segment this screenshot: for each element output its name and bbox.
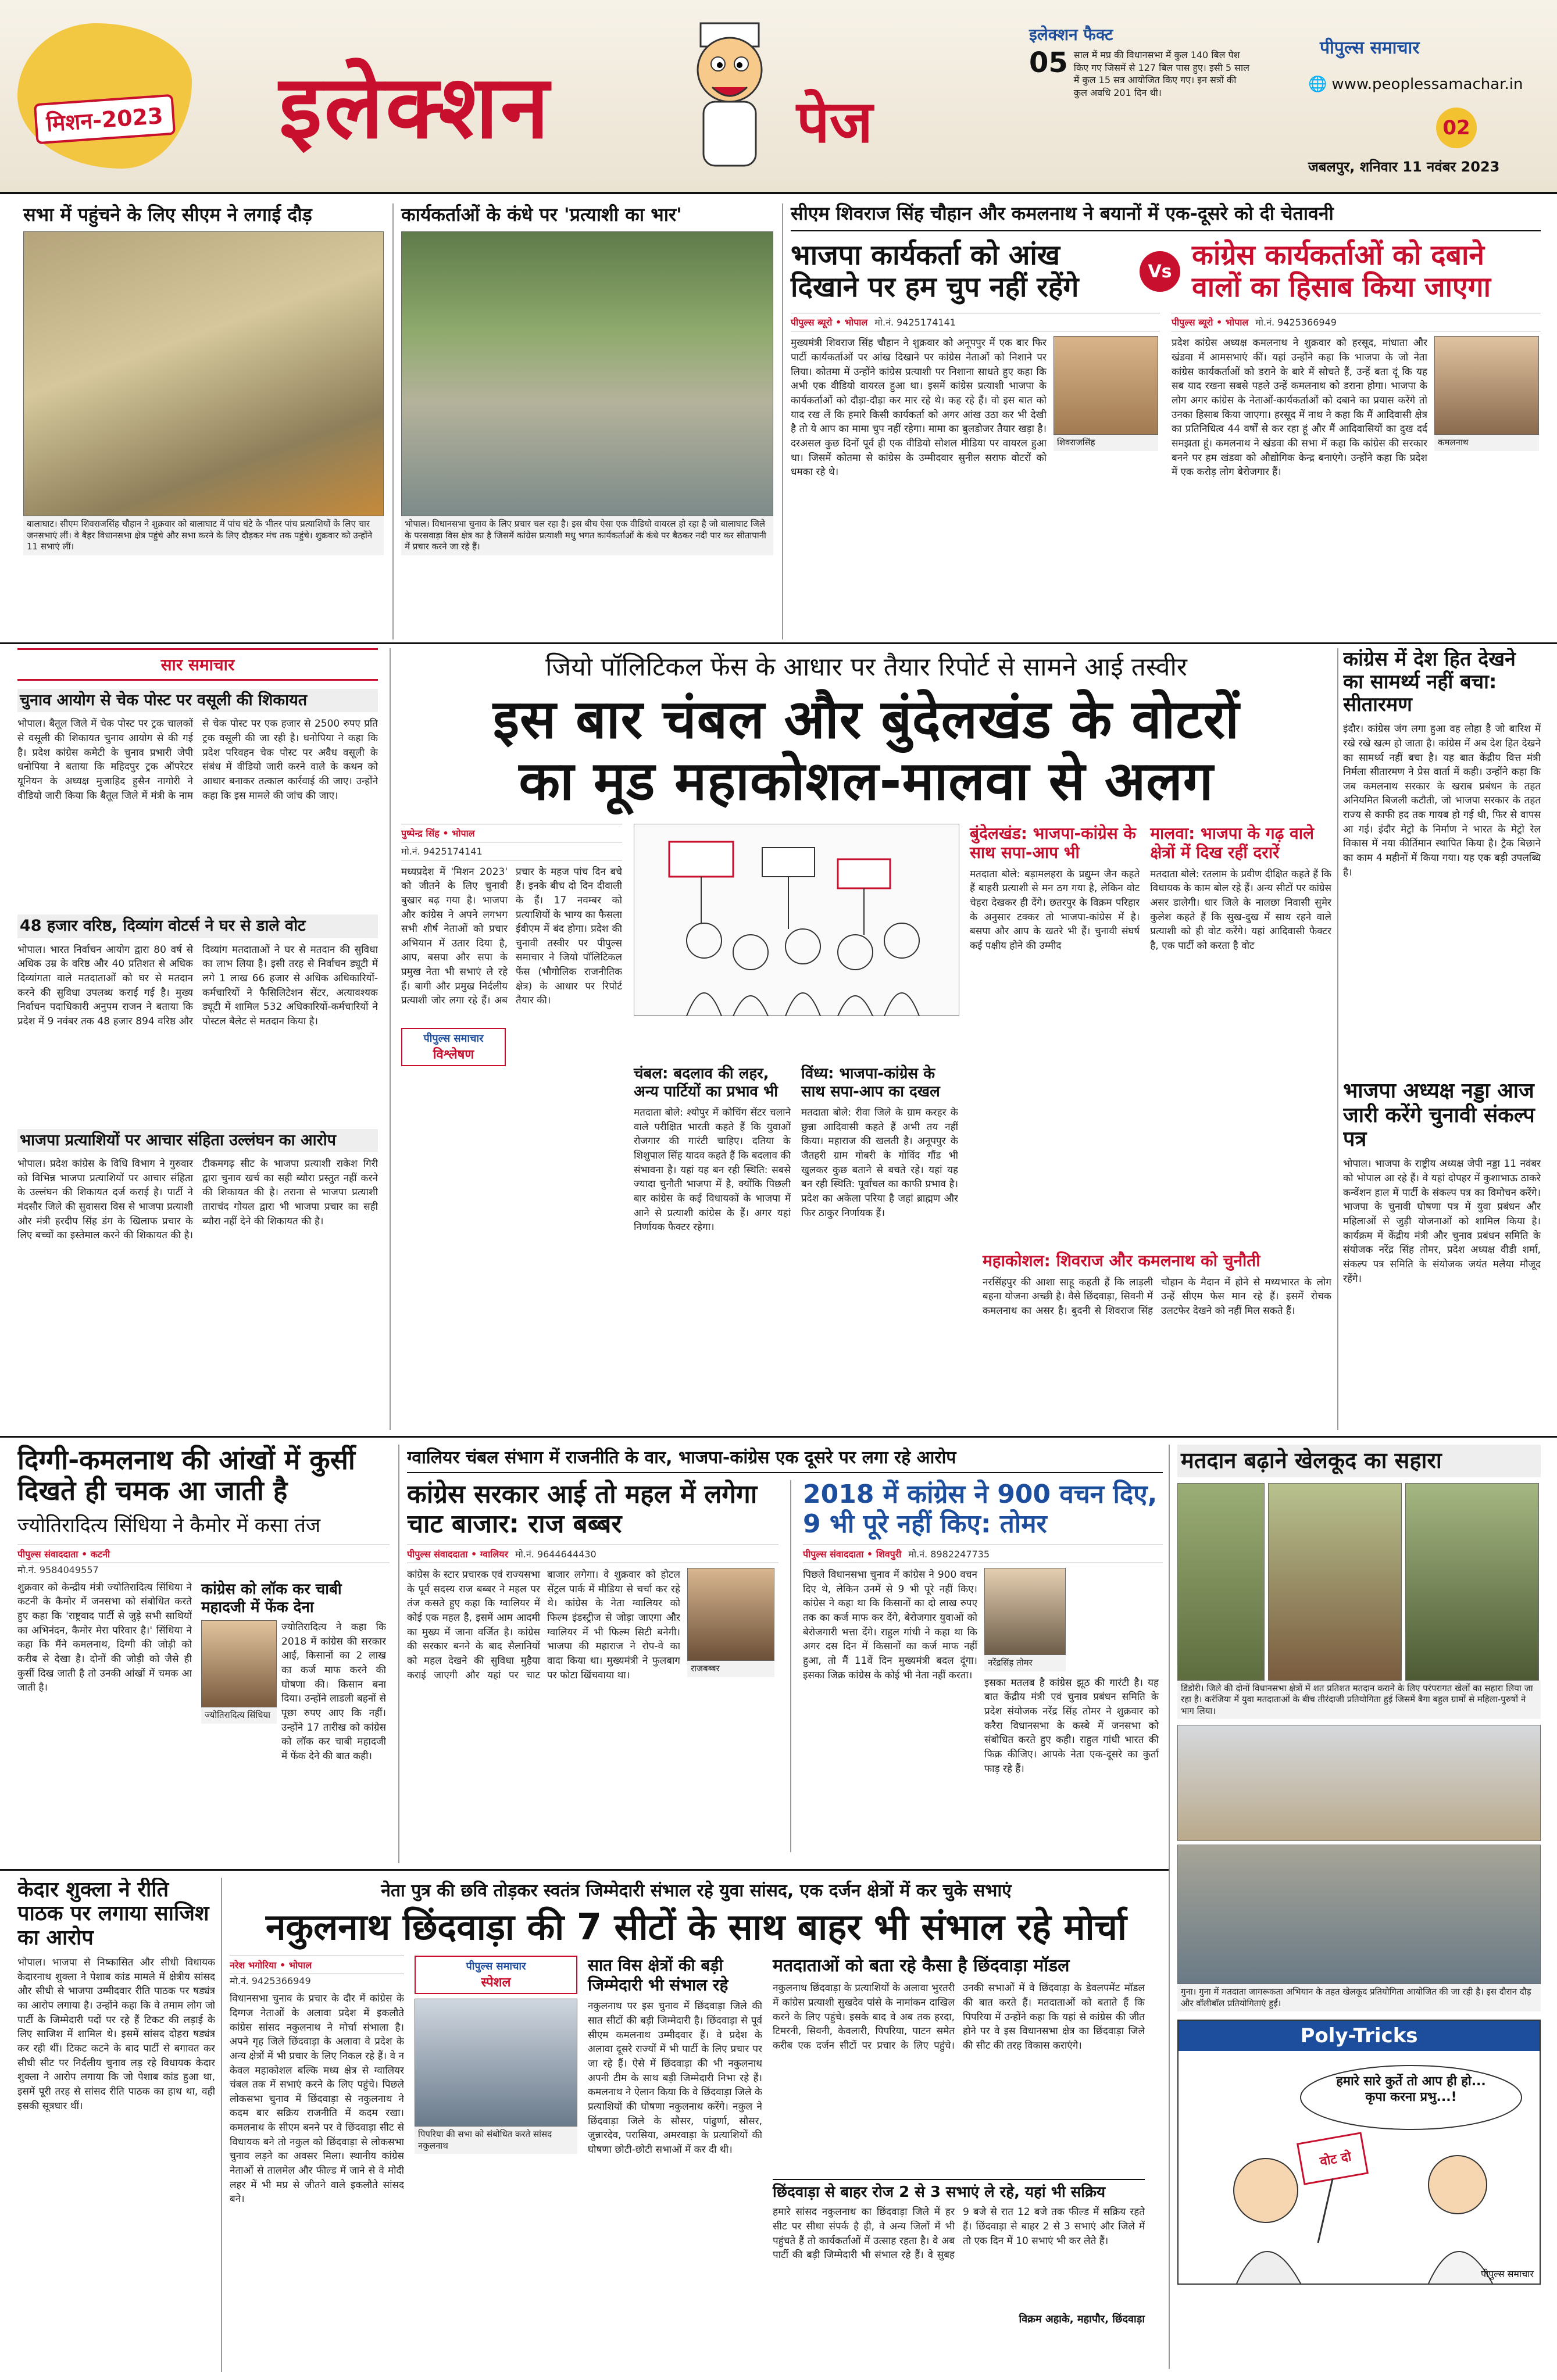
- photo-kamalnath-label: कमलनाथ: [1434, 435, 1539, 451]
- nakulnath-headline: नकुलनाथ छिंदवाड़ा की 7 सीटों के साथ बाहर भी संभाल रहे मोर्चा: [266, 1906, 1127, 1948]
- box2-headline: मतदाताओं को बता रहे कैसा है छिंदवाड़ा मॉडल: [773, 1956, 1070, 1977]
- vs-right-headline: कांग्रेस कार्यकर्ताओं को दबाने वालों का हिसाब किया जाएगा: [1192, 239, 1491, 304]
- tomar-text-2: इसका मतलब है कांग्रेस झूठ की गारंटी है। यह बात केंद्रीय मंत्री एवं चुनाव प्रबंधन समिति के प्रदेश संयोजक नरेंद्र सिंह तोमर ने शुक्रवार को करैरा विधानसभा के कस्बे में जनसभा को संबोधित करते हुए कही। राहुल गांधी भारत की फिक्र कीजिए। आपके नेता एक-दूसरे का कुर्ता फाड़ रहे हैं।: [984, 1677, 1159, 1775]
- right-column: [1343, 648, 1541, 1430]
- mascot-icon: [680, 17, 779, 169]
- photo-archery-3: [1405, 1483, 1539, 1681]
- chambal-title: चंबल: बदलाव की लहर, अन्य पार्टियों का प्रभाव भी: [634, 1064, 778, 1100]
- gwalior-story: [407, 1445, 1163, 1863]
- photo-story-1-heading: सभा में पहुंचने के लिए सीएम ने लगाई दौड़: [23, 203, 312, 226]
- nakulnath-col1: विधानसभा चुनाव के प्रचार के दौर में कांग्रेस के दिग्गज नेताओं के अलावा प्रदेश में इकलौते कांग्रेस सांसद नकुलनाथ ने मोर्चा संभाला है। अपने गृह जिले छिंदवाड़ा के अलावा वे प्रदेश के अन्य क्षेत्रों में भी प्रचार के लिए निकल रहे हैं। वे न केवल महाकोशल बल्कि मध्य क्षेत्र से ग्वालियर चंबल तक में सभाएं करने के लिए पहुंचे। पिछले लोकसभा चुनाव में छिंदवाड़ा से नकुलनाथ ने कदम बार सक्रिय राजनीति में कदम रखा। कमलनाथ के सीएम बनने पर वे छिंदवाड़ा सीट से विधायक बने तो नकुल को छिंदवाड़ा से लोकसभा चुनाव लड़ने का अवसर मिला। स्थानीय कांग्रेस नेताओं से तालमेल और फील्ड में जाने से वे मोदी लहर में भी मप्र से जीतने वाले इकलौते सांसद बने।: [230, 1993, 404, 2206]
- dateline: जबलपुर, शनिवार 11 नवंबर 2023: [1308, 159, 1500, 175]
- gwalior-banner: ग्वालियर चंबल संभाग में राजनीति के वार, भाजपा-कांग्रेस एक दूसरे पर लगा रहे आरोप: [407, 1445, 1163, 1473]
- lead-headline-2: का मूड महाकोशल-मालवा से अलग: [519, 749, 1214, 812]
- vindhya-text: मतदाता बोले: रीवा जिले के ग्राम करहर के छुन्ना आदिवासी कहते हैं अभी तय नहीं किया। महाराज की खलती है। अनूपपुर के जैतहरी ग्राम गोबरी के गोविंद गौंड भी खुलकर कुछ बताने से बचते रहे। यहां यह बन रही स्थिति: पूर्वांचल का काफी प्रभाव है। प्रदेश का अकेला परिया है जहां ब्राह्मण और फिर ठाकुर निर्णायक हैं।: [801, 1107, 958, 1219]
- vs-left-byline: पीपुल्स ब्यूरो • भोपाल मो.नं. 9425174141: [791, 313, 1160, 331]
- scindia-sub-text: ज्योतिरादित्य ने कहा कि 2018 में कांग्रेस की सरकार आई, किसानों का 2 लाख का कर्ज माफ करने की घोषणा की। किसान बना दिया। उन्होंने लाडली बहनों से पूछा रुपए आए कि नहीं। उन्होंने 17 तारीख को कांग्रेस को लॉक कर चाबी महादजी में फेंक देने की बात कही।: [281, 1621, 386, 1762]
- lead-story: [401, 648, 1331, 1430]
- vs-banner: सीएम शिवराज सिंह चौहान और कमलनाथ ने बयानों में एक-दूसरे को दी चेतावनी: [791, 201, 1541, 231]
- sitharaman-text: इंदौर। कांग्रेस जंग लगा हुआ वह लोहा है जो बारिश में रखे रखे खत्म हो जाता है। कांग्रेस में अब देश हित देखने का सामर्थ्य नहीं बचा है। यह बात केंद्रीय वित्त मंत्री निर्मला सीतारमण ने प्रेस वार्ता में कही। उन्होंने कहा कि जब कमलनाथ सरकार के खराब प्रबंधन के तहत अनियमित बिजली कटौती, जो भाजपा सरकार के तहत राज्य से काफी हद तक गायब हो गई थी, फिर से वापस आ गई। इंदौर मेट्रो के निर्माण ने भारत के मेट्रो रेल विकास में नया कीर्तिमान स्थापित किया है। ट्रैक बिछाने का काम 4 महीनों में किया गया। यह एक बड़ी उपलब्धि है।: [1343, 723, 1541, 878]
- photo-archery-1: [1177, 1483, 1265, 1681]
- lead-kicker: जियो पॉलिटिकल फेंस के आधार पर तैयार रिपोर्ट से सामने आई तस्वीर: [545, 652, 1187, 682]
- election-fact-box: [1029, 23, 1250, 99]
- nakulnath-story: [230, 1878, 1163, 2372]
- box1-text: नकुलनाथ पर इस चुनाव में छिंदवाड़ा जिले की सात सीटों की बड़ी जिम्मेदारी है। छिंदवाड़ा से पूर्व सीएम कमलनाथ उम्मीदवार हैं। वे प्रदेश के अलावा दूसरे राज्यों में भी पार्टी के लिए प्रचार पर जा रहे हैं। ऐसे में छिंदवाड़ा की भी नकुलनाथ अपनी टीम के साथ बड़ी जिम्मेदारी निभा रहे हैं। कमलनाथ ने ऐलान किया कि वे छिंदवाड़ा जिले के प्रत्याशियों की घोषणा नकुलनाथ करेंगे। नकुल ने छिंदवाड़ा जिले के सौसर, पांढुर्णा, सौसर, जुन्नारदेव, परासिया, अमरवाड़ा के प्रत्याशियों की घोषणा छोटी-छोटी सभाओं में कर दी थी।: [588, 2000, 762, 2156]
- cartoon-sign: वोट दो: [1319, 2149, 1353, 2170]
- vindhya-title: विंध्य: भाजपा-कांग्रेस के साथ सपा-आप का दखल: [801, 1064, 940, 1100]
- analysis-tag: पीपुल्स समाचार विश्लेषण: [401, 1028, 506, 1066]
- cartoon-polytricks: [1179, 2051, 1540, 2283]
- raj-babbar-text: कांग्रेस के स्टार प्रचारक एवं राज्यसभा के पूर्व सदस्य राज बब्बर ने महल पर तंज कसते हुए कहा कि ग्वालियर में कोई एक महल है, इसमें आम आदमी का मुख्य में जाना वर्जित है। कांग्रेस की सरकार बनने के बाद सैलानियों को महल देखने की सुविधा मुहैया कराई जाएगी और यहां पर चाट बाजार लगेगा। वे शुक्रवार को होटल सेंट्रल पार्क में मीडिया से चर्चा कर रहे थे। कांग्रेस के नेता ग्वालियर को फिल्म इंडस्ट्रीज से जोड़ा जाएगा और ग्वालियर में भी फिल्म सिटी बनेगी। भाजपा की महाराज ने रोप-वे का वादा किया था। मुख्यमंत्री ने फुलबाग पर फोटा खिंचवाया था।: [407, 1569, 680, 1681]
- vs-left-headline: भाजपा कार्यकर्ता को आंख दिखाने पर हम चुप नहीं रहेंगे: [791, 239, 1079, 304]
- nakulnath-byline: नरेश भगोरिया • भोपाल: [230, 1956, 404, 1974]
- photo-cm-running: [23, 231, 384, 516]
- website-text[interactable]: 🌐 www.peoplessamachar.in: [1308, 76, 1523, 93]
- photo-shivraj: [1054, 336, 1158, 435]
- nakulnath-photo-caption: पिपरिया की सभा को संबोधित करते सांसद नकुलनाथ: [415, 2127, 577, 2154]
- scindia-story: [17, 1445, 390, 1863]
- photo-tomar-label: नरेंद्रसिंह तोमर: [984, 1655, 1066, 1671]
- globe-icon: 🌐: [1308, 76, 1327, 93]
- cartoon-speech: हमारे सारे कुर्ते तो आप ही हो... कृपा करना प्रभु...!: [1336, 2074, 1486, 2104]
- brief-2-text: भोपाल। भारत निर्वाचन आयोग द्वारा 80 वर्ष से अधिक उम्र के वरिष्ठ और 40 प्रतिशत से अधिक दिव्यांगता वाले मतदाताओं को घर से मतदान करने की सुविधा उपलब्ध कराई गई है। मुख्य निर्वाचन पदाधिकारी अनुपम राजन ने बताया कि प्रदेश में 9 नवंबर तक 48 हजार 894 वरिष्ठ और दिव्यांग मतदाताओं ने घर से मतदान की सुविधा का लाभ लिया है। इसी तरह से निर्वाचन ड्यूटी में लगे 1 लाख 66 हजार से अधिक अधिकारियों-कर्मचारियों ने फैसिलिटेशन सेंटर, अत्यावश्यक ड्यूटी में शामिल 532 अधिकारियों-कर्मचारियों ने पोस्टल बैलेट से मतदान किया है।: [17, 944, 378, 1027]
- sar-samachar-label: सार समाचार: [17, 648, 378, 681]
- scindia-mobile: मो.नं. 9584049557: [17, 1564, 99, 1575]
- fact-number: 05: [1029, 47, 1068, 79]
- tomar-byline: पीपुल्स संवाददाता • शिवपुरी मो.नं. 8982247735: [803, 1545, 1163, 1563]
- tomar-headline: 2018 में कांग्रेस ने 900 वचन दिए, 9 भी पूरे नहीं किए: तोमर: [802, 1480, 1158, 1539]
- masthead-title: इलेक्शन: [279, 57, 552, 158]
- cartoon-vote-illustration: [634, 824, 959, 1016]
- lead-intro: मध्यप्रदेश में 'मिशन 2023' को जीतने के लिए चुनावी बुखार बढ़ गया है। भाजपा और कांग्रेस ने अपने लगभग सभी शीर्ष नेताओं को प्रचार अभियान में उतार दिया है, आप, बसपा और सपा के प्रमुख नेता भी सभाएं ले रहे हैं। बागी और प्रमुख निर्दलीय प्रत्याशी जोर लगा रहे हैं। अब प्रचार के महज पांच दिन बचे हैं। इनके बीच दो दिन दीवाली के हैं। 17 नवम्बर को प्रत्याशियों के भाग्य का फैसला ईवीएम में बंद होगा। प्रदेश की चुनावी तस्वीर पर पीपुल्स समाचार ने जियो पॉलिटिकल फेंस (भौगोलिक राजनीतिक क्षेत्र) के आधार पर रिपोर्ट तैयार की।: [401, 866, 622, 1007]
- photo-story-1: [23, 203, 384, 555]
- masthead-title-part2: पेज: [797, 88, 873, 156]
- vs-right-text: प्रदेश कांग्रेस अध्यक्ष कमलनाथ ने शुक्रवार को हरसूद, मांधाता और खंडवा में आमसभाएं कीं। यहां उन्होंने कहा कि भाजपा के जो नेता कांग्रेस कार्यकर्ताओं को डराने के बारे में सोचते हैं, उन्हें बता दूं कि यह सब याद रखना सबसे पहले उन्हें कमलनाथ को डराना होगा। भाजपा के लोग अगर कांग्रेस के नेताओं-कार्यकर्ताओं को दबाने का प्रयास करेंगे तो उनका हिसाब किया जाएगा। हरसूद में नाथ ने कहा कि मैं आदिवासी क्षेत्र का प्रतिनिधित्व 44 वर्षों से कर रहा हूं और मैं आदिवासियों का दुख दर्द समझता हूं। कमलनाथ ने खंडवा की सभा में कहा कि कांग्रेस की सरकार बनने पर हम खंडवा को औद्योगिक केन्द्र बनाएंगे। उन्होंने कहा कि प्रदेश में एक करोड़ लोग बेरोजगार हैं।: [1172, 337, 1427, 478]
- fact-text: साल में मप्र की विधानसभा में कुल 140 बिल पेश किए गए जिसमें से 127 बिल पास हुए। इसी 5 साल में कुल 15 सत्र आयोजित किए गए। इन सत्रों की कुल अवधि 201 दिन थी।: [1073, 49, 1249, 98]
- tomar-text: पिछले विधानसभा चुनाव में कांग्रेस ने 900 वचन दिए थे, लेकिन उनमें से 9 भी पूरे नहीं किए। कांग्रेस ने कहा था कि किसानों का दो लाख रुपए तक का कर्ज माफ कर देंगे, बेरोजगार युवाओं को बेरोजगारी भत्ता देंगे। राहुल गांधी ने कहा था कि अगर दस दिन में किसानों का कर्ज माफ नहीं हुआ, तो मैं 11वें दिन मुख्यमंत्री बदल दूंगा। इसका जिक्र कांग्रेस के कोई भी नेता नहीं करता।: [802, 1569, 977, 1681]
- photo-raj-babbar-label: राजबब्बर: [687, 1661, 774, 1677]
- sports-caption-2: गुना। गुना में मतदाता जागरूकता अभियान के तहत खेलकूद प्रतियोगिता आयोजित की जा रही है। इस दौरान दौड़ और वॉलीबॉल प्रतियोगिताएं हुईं।: [1177, 1984, 1541, 2011]
- scindia-byline: पीपुल्स संवाददाता • कटनी: [17, 1545, 390, 1563]
- raj-babbar-headline: कांग्रेस सरकार आई तो महल में लगेगा चाट बाजार: राज बब्बर: [407, 1480, 758, 1539]
- photo-scindia: [201, 1620, 277, 1707]
- brief-1-text: भोपाल। बैतूल जिले में चेक पोस्ट पर ट्रक चालकों से वसूली की शिकायत चुनाव आयोग से की गई है। प्रदेश कांग्रेस कमेटी के चुनाव प्रभारी जेपी धनोपिया ने बताया कि महिदपुर ट्रक ऑपरेटर यूनियन के अध्यक्ष मुजाहिद हुसैन नागोरी ने वीडियो जारी किया कि बैतूल जिले में मंत्री के नाम से चेक पोस्ट पर एक हजार से 2500 रुपए प्रति ट्रक वसूली की जा रही है। धनोपिया ने कहा कि प्रदेश परिवहन चेक पोस्ट पर अवैध वसूली के संबंध में वीडियो जारी करने वाले के कथन को आधार बनाकर तत्काल कार्रवाई की जाए। उन्होंने कहा कि इस मामले की जांच की जाए।: [17, 718, 378, 802]
- brief-2-headline: 48 हजार वरिष्ठ, दिव्यांग वोटर्स ने घर से डाले वोट: [17, 914, 378, 938]
- mahakoshal-title: महाकोशल: शिवराज और कमलनाथ को चुनौती: [983, 1251, 1260, 1271]
- fact-heading: इलेक्शन फैक्ट: [1029, 25, 1113, 44]
- photo-candidate-carried: [401, 231, 773, 516]
- brief-3-text: भोपाल। प्रदेश कांग्रेस के विधि विभाग ने गुरुवार को विभिन्न भाजपा प्रत्याशियों पर आचार संहिता के उल्लंघन की शिकायत दर्ज कराई है। पार्टी ने मंदसौर जिले की सुवासरा विस से भाजपा प्रत्याशी और मंत्री हरदीप सिंह डंग के खिलाफ प्रचार के लिए बच्चों का इस्तेमाल करने की शिकायत की है। टीकमगढ़ सीट के भाजपा प्रत्याशी राकेश गिरी द्वारा चुनाव खर्च का सही ब्यौरा प्रस्तुत नहीं करने की शिकायत की है। तराना से भाजपा प्रत्याशी ताराचंद गोयल द्वारा भी भाजपा प्रचार का सही ब्यौरा नहीं देने की शिकायत की है।: [17, 1158, 378, 1242]
- mission-badge: मिशन-2023: [34, 94, 176, 145]
- raj-babbar-byline: पीपुल्स संवाददाता • ग्वालियर मो.नं. 9644644430: [407, 1545, 779, 1563]
- bundelkhand-text: मतदाता बोले: बड़ामलहरा के प्रद्युम्न जैन कहते हैं बाहरी प्रत्याशी से मन ठग गया है, लेकिन वोट चेहरा देखकर ही देंगे। छतरपुर के विक्रम परिहार के अनुसार टक्कर तो भाजपा-कांग्रेस में है। बसपा और आप के खतरे भी हैं। चुनावी संघर्ष कई पक्षीय होने की उम्मीद: [970, 868, 1140, 952]
- vs-left-text: मुख्यमंत्री शिवराज सिंह चौहान ने शुक्रवार को अनूपपुर में एक बार फिर पार्टी कार्यकर्ताओं पर आंख दिखाने पर कांग्रेस नेताओं को निशाने पर लिया। कोतमा में उन्होंने कांग्रेस प्रत्याशी पर निशाना साधते हुए कहा कि अभी एक वीडियो वायरल हुआ था। इसमें कांग्रेस प्रत्याशी भाजपा के कार्यकर्ताओं को दौड़ा-दौड़ा कर मार रहे थे। कह रहे हैं। वो इस बात को याद रख लें कि हमारे किसी कार्यकर्ता को अगर आंख उठा कर भी देखी है तो ये आप का मामा चुप नहीं रहेगा। मामा का बुलडोजर तैयार खड़ा है। दरअसल कुछ दिनों पूर्व ही एक वीडियो सोशल मीडिया पर वायरल हुआ था। जिसमें कोतमा से कांग्रेस के उम्मीदवार सुनील सराफ वोटरों को धमका रहे थे।: [791, 337, 1047, 478]
- photo-archery-2: [1268, 1483, 1402, 1681]
- photo-sports-ground: [1177, 1725, 1541, 1841]
- nakulnath-mobile: मो.नं. 9425366949: [230, 1975, 311, 1987]
- quote-credit: विक्रम अहाके, महापौर, छिंदवाड़ा: [1019, 2313, 1145, 2326]
- sitharaman-headline: कांग्रेस में देश हित देखने का सामर्थ्य नहीं बचा: सीतारमण: [1343, 648, 1516, 717]
- brief-3-headline: भाजपा प्रत्याशियों पर आचार संहिता उल्लंघन का आरोप: [17, 1129, 378, 1152]
- poly-tricks-title: Poly-Tricks: [1179, 2021, 1540, 2051]
- photo-tomar: [984, 1568, 1066, 1655]
- sports-headline: मतदान बढ़ाने खेलकूद का सहारा: [1177, 1445, 1541, 1477]
- vs-right-byline: पीपुल्स ब्यूरो • भोपाल मो.नं. 9425366949: [1172, 313, 1541, 331]
- box3-text: हमारे सांसद नकुलनाथ का छिंदवाड़ा जिले में हर सीट पर सीधा संपर्क है ही, वे अन्य जिलों में भी पहुंचते हैं तो कार्यकर्ताओं में उत्साह रहता है। वे अब पार्टी की बड़ी जिम्मेदारी भी संभाल रहे हैं। वे सुबह 9 बजे से रात 12 बजे तक फील्ड में सक्रिय रहते हैं। छिंदवाड़ा से बाहर 2 से 3 सभाएं और जिले में तो एक दिन में 10 सभाएं भी कर लेते हैं।: [773, 2206, 1145, 2261]
- photo-shivraj-label: शिवराजसिंह: [1054, 435, 1158, 451]
- brief-1-headline: चुनाव आयोग से चेक पोस्ट पर वसूली की शिकायत: [17, 689, 378, 712]
- masthead: [0, 0, 1557, 192]
- malwa-text: मतदाता बोले: रतलाम के प्रवीण दीक्षित कहते हैं कि विधायक के काम बोल रहे हैं। अन्य सीटों पर कांग्रेस असर डालेगी। धार जिले के नालछा निवासी सुमेर कुलेश कहते हैं कि सुख-दुख में साथ रहने वाले प्रत्याशी को ही वोट करेंगे। यहां आदिवासी फैक्टर है, एक पार्टी को करता है वोट: [1150, 868, 1331, 952]
- nadda-text: भोपाल। भाजपा के राष्ट्रीय अध्यक्ष जेपी नड्डा 11 नवंबर को भोपाल आ रहे हैं। वे यहां दोपहर में कुशाभाऊ ठाकरे कन्वेंशन हाल में पार्टी के संकल्प पत्र का विमोचन करेंगे। भाजपा के चुनावी घोषणा पत्र में युवा प्रबंधन और महिलाओं से जुड़ी योजनाओं को शामिल किया है। कार्यक्रम में केंद्रीय मंत्री और चुनाव प्रबंधन समिति के संयोजक नरेंद्र सिंह तोमर, प्रदेश अध्यक्ष वीडी शर्मा, संकल्प पत्र समिति के संयोजक जयंत मलैया मौजूद रहेंगे।: [1343, 1158, 1541, 1285]
- sports-caption-1: डिंडोरी। जिले की दोनों विधानसभा क्षेत्रों में शत प्रतिशत मतदान कराने के लिए परंपरागत खेलों का सहारा लिया जा रहा है। करंजिया में युवा मतदाताओं के बीच तीरंदाजी प्रतियोगिता हुई जिसमें बैगा बहुल ग्रामों से महिला-पुरुषों ने भाग लिया।: [1177, 1681, 1541, 1720]
- poly-tricks-box: [1177, 2020, 1541, 2285]
- kedar-headline: केदार शुक्ला ने रीति पाठक पर लगाया साजिश का आरोप: [17, 1878, 209, 1950]
- kedar-text: भोपाल। भाजपा से निष्कासित और सीधी विधायक केदारनाथ शुक्ला ने पेशाब कांड मामले में क्षेत्रीय सांसद और सीधी से भाजपा उम्मीदवार रीति पाठक पर षड्यंत्र का आरोप लगाया है। उन्होंने कहा कि वे तमाम लोग जो पार्टी के जिम्मेदारी पदों पर रहे हैं टिकट की लड़ाई के लिए साजिश में शामिल थे। इसमें सांसद दोहरा षड्यंत्र कर रही थीं। टिकट कटने के बाद पार्टी से बगावत कर सीधी सीट पर निर्दलीय चुनाव लड़ रहे विधायक केदार शुक्ला ने आरोप लगाया कि जो पेशाब कांड हुआ था, इसमें पूरी तरह से सांसद रीति पाठक का हाथ था, वही इसकी सूत्रधार थीं।: [17, 1957, 215, 2112]
- box3-headline: छिंदवाड़ा से बाहर रोज 2 से 3 सभाएं ले रहे, यहां भी सक्रिय: [773, 2179, 1145, 2202]
- vs-badge: Vs: [1140, 251, 1180, 292]
- chambal-text: मतदाता बोले: श्योपुर में कोचिंग सेंटर चलाने वाले परीक्षित भारती कहते हैं कि युवाओं रोजगार की गारंटी चाहिए। दतिया के शिशुपाल सिंह यादव कहते हैं कि बदलाव की संभावना है। यहां यह बन रही स्थिति: सबसे ज्यादा चुनौती भाजपा में है, क्योंकि पिछली बार कांग्रेस के कई विधायकों के भाजपा में आने से प्रत्याशी कांग्रेस के हैं। अगर यहां निर्णायक फैक्टर रहेगा।: [634, 1107, 791, 1234]
- lead-mobile: मो.नं. 9425174141: [401, 842, 622, 860]
- scindia-headline: दिग्गी-कमलनाथ की आंखों में कुर्सी दिखते ही चमक आ जाती है: [17, 1445, 355, 1506]
- cartoon-credit: पीपुल्स समाचार: [1480, 2268, 1534, 2280]
- scindia-subhead: ज्योतिरादित्य सिंधिया ने कैमोर में कसा तंज: [17, 1513, 321, 1537]
- sar-samachar: [17, 648, 378, 1430]
- kedar-story: [17, 1878, 215, 2372]
- vs-story: [791, 201, 1541, 632]
- brand-logo: पीपुल्स समाचार: [1320, 38, 1420, 58]
- photo-kamalnath: [1434, 336, 1539, 435]
- photo-story-2-caption: भोपाल। विधानसभा चुनाव के लिए प्रचार चल रहा है। इस बीच ऐसा एक वीडियो वायरल हो रहा है जो बालाघाट जिले के परसवाड़ा विस क्षेत्र का है जिसमें कांग्रेस प्रत्याशी मधु भगत कार्यकर्ताओं के कंधे पर बैठकर नदी पार कर सीतापानी में प्रचार करने जा रहे हैं।: [401, 516, 773, 555]
- mahakoshal-text: नरसिंहपुर की आशा साहू कहती हैं कि लाड़ली बहना योजना अच्छी है। वैसे छिंदवाड़ा, सिवनी में कमलनाथ का असर है। बुदनी से शिवराज सिंह चौहान के मैदान में होने से मध्यभारत के लोग उन्हें सीएम फेस मान रहे हैं। इसमें रोचक उलटफेर देखने को नहीं मिल सकते हैं।: [983, 1276, 1331, 1317]
- bundelkhand-title: बुंदेलखंड: भाजपा-कांग्रेस के साथ सपा-आप भी: [970, 823, 1136, 863]
- sports-story: [1177, 1445, 1541, 2369]
- box1-headline: सात विस क्षेत्रों की बड़ी जिम्मेदारी भी संभाल रहे: [588, 1956, 728, 1995]
- photo-raj-babbar: [687, 1568, 774, 1661]
- photo-scindia-label: ज्योतिरादित्य सिंधिया: [201, 1707, 277, 1724]
- special-tag: पीपुल्स समाचार स्पेशल: [415, 1956, 577, 1994]
- photo-story-1-caption: बालाघाट। सीएम शिवराजसिंह चौहान ने शुक्रवार को बालाघाट में पांच घंटे के भीतर पांच प्रत्याशियों के लिए चार जनसभाएं लीं। वे बैहर विधानसभा क्षेत्र पहुंचे और सभा करने के लिए दौड़कर मंच तक पहुंचे। शुक्रवार को उन्होंने 11 सभाएं लीं।: [23, 516, 384, 555]
- photo-story-2-heading: कार्यकर्ताओं के कंधे पर 'प्रत्याशी का भार': [401, 203, 682, 226]
- nadda-headline: भाजपा अध्यक्ष नड्डा आज जारी करेंगे चुनावी संकल्प पत्र: [1343, 1079, 1535, 1152]
- malwa-title: मालवा: भाजपा के गढ़ वाले क्षेत्रों में दिख रहीं दरारें: [1150, 823, 1314, 863]
- scindia-sub-headline: कांग्रेस को लॉक कर चाबी महादजी में फेंक देना: [201, 1580, 342, 1616]
- nakulnath-kicker: नेता पुत्र की छवि तोड़कर स्वतंत्र जिम्मेदारी संभाल रहे युवा सांसद, एक दर्जन क्षेत्रों में कर चुके सभाएं: [381, 1881, 1012, 1901]
- scindia-text: शुक्रवार को केन्द्रीय मंत्री ज्योतिरादित्य सिंधिया ने कटनी के कैमोर में जनसभा को संबोधित करते हुए कहा कि 'राष्ट्रवाद पार्टी से जुड़े सभी साथियों का अभिनंदन, कैमोर मेरा परिवार है।' सिंधिया ने कहा कि मैंने कमलनाथ, दिग्गी की जोड़ी को करीब से देखा है। दोनों की जोड़ी को जैसे ही कुर्सी दिख जाती है तो उनकी आंखों में चमक आ जाती है।: [17, 1581, 192, 1694]
- box2-text: नकुलनाथ छिंदवाड़ा के प्रत्याशियों के अलावा भुरतरी में कांग्रेस प्रत्याशी सुखदेव पांसे के नामांकन दाखिल करने के लिए पहुंचे। इसके बाद वे अब तक हरदा, टिमरनी, सिवनी, केवलारी, पिपरिया, पाटन समेत करीब एक दर्जन सीटों पर प्रचार के लिए पहुंचे। उनकी सभाओं में वे छिंदवाड़ा के डेवलपमेंट मॉडल की बात करते हैं। मतदाताओं को बताते हैं कि पिपरिया में उन्होंने कहा कि यहां से कांग्रेस की जीत होने पर वे इस विधानसभा क्षेत्र का छिंदवाड़ा जिले की सीट की तरह विकास कराएंगे।: [773, 1982, 1145, 2052]
- photo-nakulnath-rally: [415, 1999, 577, 2127]
- page-number: 02: [1436, 108, 1477, 148]
- photo-story-2: [401, 203, 773, 555]
- lead-byline: पुष्पेन्द्र सिंह • भोपाल: [401, 824, 622, 842]
- lead-headline-1: इस बार चंबल और बुंदेलखंड के वोटरों: [492, 688, 1240, 751]
- photo-sports-race: [1177, 1845, 1541, 1984]
